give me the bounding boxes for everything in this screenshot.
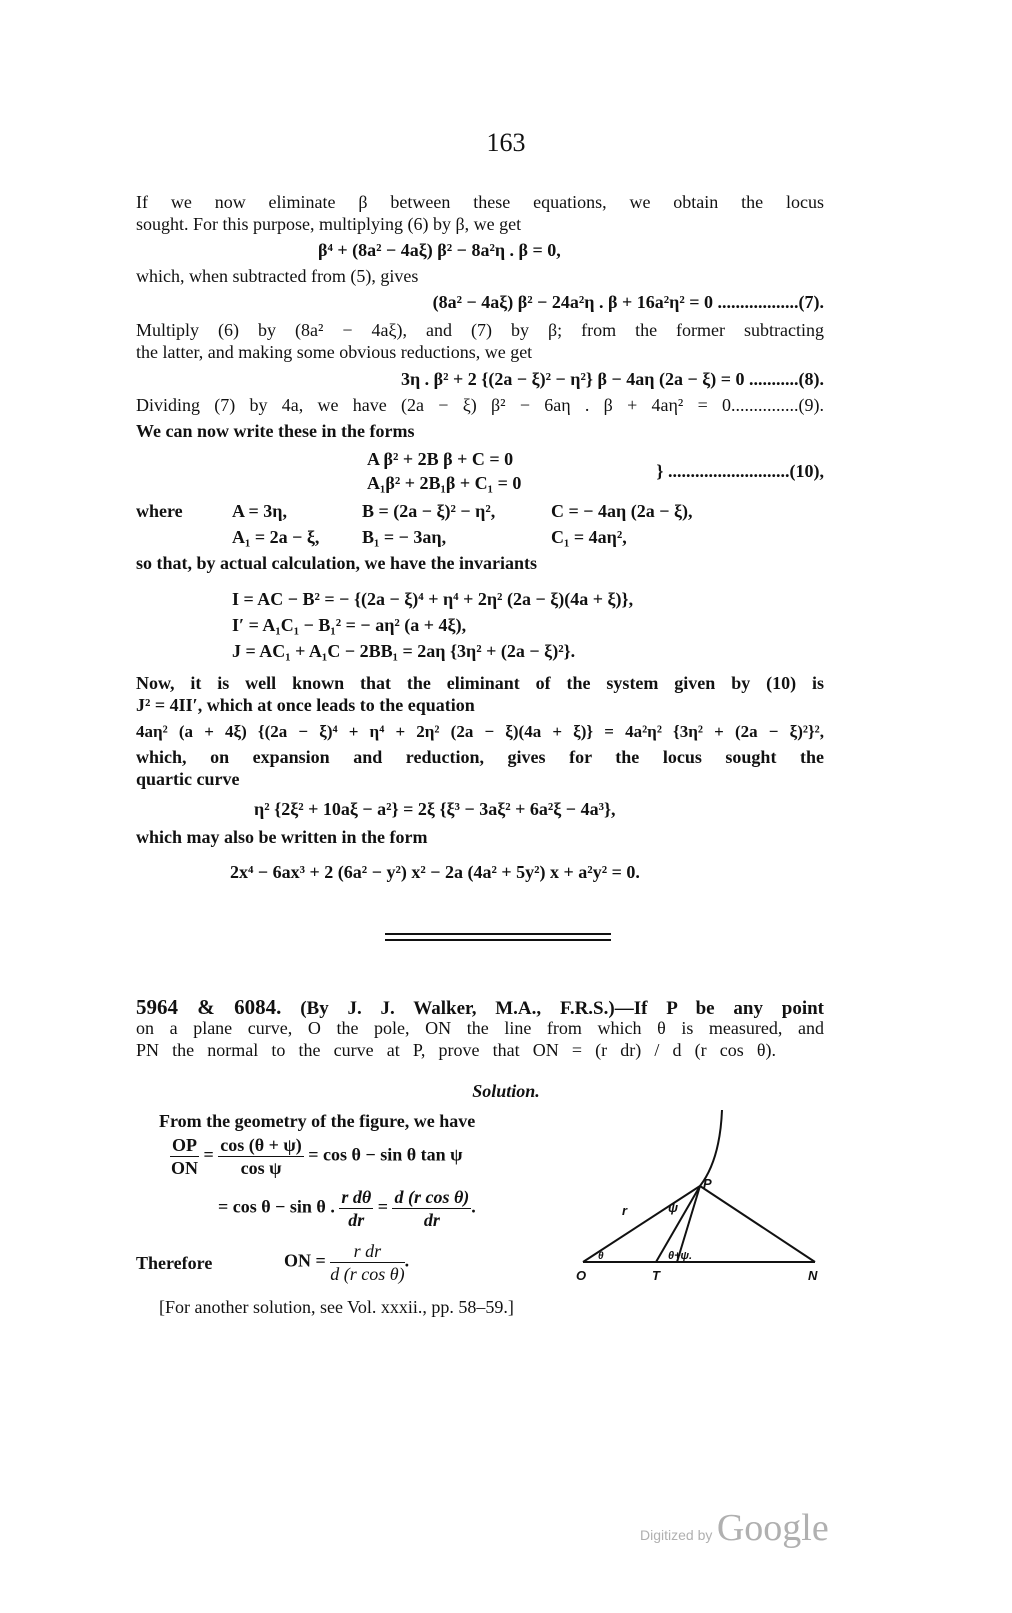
equation-op-on	[170, 1134, 463, 1179]
equation: I = AC − B² = − {(2a − ξ)⁴ + η⁴ + 2η² (2a − ξ)(4a + ξ)},	[232, 589, 634, 609]
equation-9: Dividing (7) by 4a, we have (2a − ξ) β² − 6aη . β + 4aη² = 0...............(9).	[136, 395, 824, 415]
label-r: r	[622, 1203, 628, 1218]
curve	[700, 1110, 722, 1186]
numerator: r dθ	[341, 1187, 372, 1207]
watermark-prefix: Digitized by	[640, 1527, 713, 1543]
definition: A = 3η,	[232, 501, 287, 521]
equals: =	[377, 1196, 388, 1217]
label-P: P	[703, 1176, 712, 1191]
text-line: sought. For this purpose, multiplying (6) by β, we get	[136, 214, 522, 234]
problem-text: (By J. J. Walker, M.A., F.R.S.)—If P be any point	[300, 998, 825, 1019]
text-line: Now, it is well known that the eliminant of the system given by (10) is	[136, 673, 824, 693]
definition: A₁ = 2a − ξ,	[232, 527, 320, 547]
equation-10-label: } ...........................(10),	[656, 461, 824, 481]
divider	[385, 939, 611, 941]
numerator: r dr	[330, 1240, 404, 1263]
equation-text: = cos θ − sin θ .	[218, 1196, 335, 1217]
fraction	[392, 1186, 471, 1231]
fraction	[330, 1240, 404, 1285]
equation: η² {2ξ² + 10aξ − a²} = 2ξ {ξ³ − 3aξ² + 6a²ξ − 4a³},	[254, 799, 616, 819]
text-line: From the geometry of the figure, we have	[159, 1111, 476, 1131]
equation: A β² + 2B β + C = 0	[367, 449, 514, 469]
normal-PN	[700, 1186, 815, 1262]
text-line: If we now eliminate β between these equations, we obtain the locus	[136, 192, 824, 212]
text-line: quartic curve	[136, 769, 240, 789]
label-T: T	[652, 1268, 660, 1283]
divider	[385, 933, 611, 935]
watermark-logo: Google	[716, 1507, 829, 1549]
text-line: Multiply (6) by (8a² − 4aξ), and (7) by β; from the former subtracting	[136, 320, 824, 340]
equals: =	[203, 1144, 214, 1165]
denominator: dr	[348, 1210, 365, 1230]
period: .	[404, 1250, 410, 1271]
problem-line: on a plane curve, O the pole, ON the line from which θ is measured, and	[136, 1018, 824, 1038]
equation-text: = cos θ − sin θ tan ψ	[308, 1144, 463, 1165]
equation-text: ON =	[284, 1250, 326, 1271]
numerator: OP	[172, 1135, 197, 1155]
reference-note: [For another solution, see Vol. xxxii., pp. 58–59.]	[159, 1297, 514, 1317]
text-line: so that, by actual calculation, we have the invariants	[136, 553, 538, 573]
text-line: which may also be written in the form	[136, 827, 428, 847]
watermark	[640, 1506, 829, 1550]
text-line: which, when subtracted from (5), gives	[136, 266, 419, 286]
equation-on	[284, 1240, 409, 1285]
problem-number: 5964 & 6084.	[136, 995, 282, 1019]
definition: B = (2a − ξ)² − η²,	[362, 501, 496, 521]
text-line: We can now write these in the forms	[136, 421, 415, 441]
equation: A₁β² + 2B₁β + C₁ = 0	[367, 473, 522, 493]
definition: C₁ = 4aη²,	[551, 527, 627, 547]
denominator: dr	[423, 1210, 440, 1230]
equation: β⁴ + (8a² − 4aξ) β² − 8a²η . β = 0,	[318, 240, 561, 260]
label-psi: ψ	[668, 1200, 679, 1215]
denominator: cos ψ	[240, 1158, 282, 1178]
problem-line: PN the normal to the curve at P, prove that ON = (r dr) / d (r cos θ).	[136, 1040, 776, 1060]
numerator: cos (θ + ψ)	[220, 1135, 302, 1155]
equation: 4aη² (a + 4ξ) {(2a − ξ)⁴ + η⁴ + 2η² (2a − ξ)(4a + ξ)} = 4a²η² {3η² + (2a − ξ)²}²,	[136, 722, 824, 741]
geometry-figure	[560, 1100, 840, 1290]
equation-8: 3η . β² + 2 {(2a − ξ)² − η²} β − 4aη (2a − ξ) = 0 ...........(8).	[400, 369, 824, 389]
fraction	[170, 1134, 199, 1179]
text-line: Therefore	[136, 1253, 213, 1273]
equation-line2	[218, 1186, 476, 1231]
solution-heading: Solution.	[472, 1081, 540, 1101]
equation-7: (8a² − 4aξ) β² − 24a²η . β + 16a²η² = 0 ..................(7).	[432, 292, 824, 312]
numerator: d (r cos θ)	[394, 1187, 470, 1207]
equation: 2x⁴ − 6ax³ + 2 (6a² − y²) x² − 2a (4a² + 5y²) x + a²y² = 0.	[230, 862, 640, 882]
period: .	[471, 1196, 476, 1217]
text-line: the latter, and making some obvious reductions, we get	[136, 342, 533, 362]
equation: I′ = A₁C₁ − B₁² = − aη² (a + 4ξ),	[232, 615, 467, 635]
denominator: ON	[171, 1158, 198, 1178]
text-line: J² = 4II′, which at once leads to the equation	[136, 695, 475, 715]
label-theta-psi: θ+ψ.	[668, 1250, 693, 1262]
definition: B₁ = − 3aη,	[362, 527, 447, 547]
definition: C = − 4aη (2a − ξ),	[551, 501, 693, 521]
denominator: d (r cos θ)	[330, 1264, 405, 1284]
equation: J = AC₁ + A₁C − 2BB₁ = 2aη {3η² + (2a − ξ)²}.	[232, 641, 576, 661]
text-line: where	[136, 501, 183, 521]
page-number: 163	[486, 128, 526, 157]
text-line: which, on expansion and reduction, gives for the locus sought the	[136, 747, 824, 767]
fraction	[339, 1186, 373, 1231]
label-theta: θ	[598, 1251, 604, 1262]
label-O: O	[576, 1268, 587, 1283]
fraction	[218, 1134, 304, 1179]
label-N: N	[808, 1268, 818, 1283]
